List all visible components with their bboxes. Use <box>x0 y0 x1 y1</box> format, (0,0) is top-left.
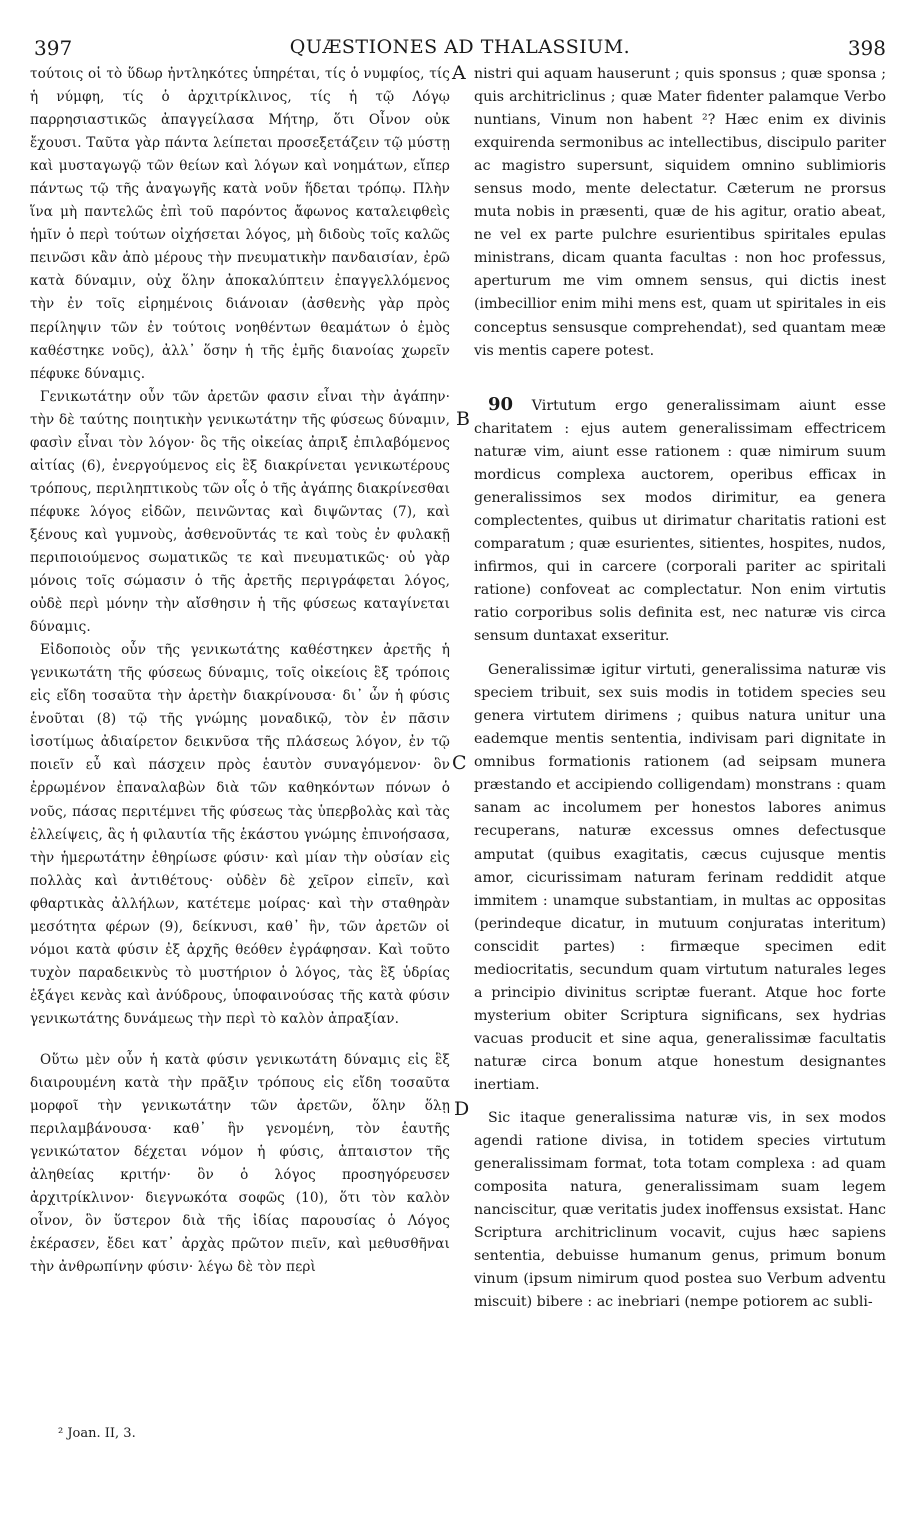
greek-paragraph-3: Εἰδοποιὸς οὖν τῆς γενικωτάτης καθέστηκεν ἀρετῆς ἡ γενικωτάτη τῆς φύσεως δύναμις, τοῖς οἰκείοις ἓξ τρόποις εἰς εἴδη τοσαῦτα τὴν ἀρετὴν διακρίνουσα· δι᾽ ὧν ἡ φύσις ἑνοῦται (8) τῷ τῆς γνώμης μοναδικῷ, τὸν ἐν πᾶσιν ἰσοτίμως ἀδιαίρετον δεικνῦσα τῆς πλάσεως λόγον, ἐν τῷ ποιεῖν εὖ καὶ πάσχειν πρὸς ἑαυτὸν συναγόμενον· ὃν ἐρρωμένον ἐπαναλαβὼν διὰ τῶν καθηκόντων πόνων ὁ νοῦς, πάσας περιτέμνει τῆς φύσεως τὰς ὑπερβολὰς καὶ τὰς ἐλλείψεις, ἃς ἡ φιλαυτία τῆς ἑκάστου γνώμης ἐπινοήσασα, τὴν ἡμερωτάτην ἐθηρίωσε φύσιν· καὶ μίαν τὴν οὐσίαν εἰς πολλὰς καὶ ἀντιθέτους· οὐδὲν δὲ χεῖρον εἰπεῖν, καὶ φθαρτικὰς ἀλλήλων, κατέτεμε μοίρας· καὶ τὴν σταθηρὰν μεσότητα φέρων (9), δείκνυσι, καθ᾽ ἣν, τῶν ἀρετῶν οἱ νόμοι κατὰ φύσιν ἐξ ἀρχῆς θεόθεν ἐγράφησαν. Καὶ τοῦτο τυχὸν παραδεικνὺς τὸ μυστήριον ὁ λόγος, τὰς ἓξ ὑδρίας ἐξάγει κενὰς καὶ ἀνύδρους, ὑποφαινούσας τῆς κατὰ φύσιν γενικωτάτης δυνάμεως τὴν περὶ τὸ καλὸν ἀπραξίαν. <box>30 642 450 1027</box>
latin-column <box>474 63 886 1314</box>
greek-column <box>30 63 450 1279</box>
greek-paragraph-4: Οὕτω μὲν οὖν ἡ κατὰ φύσιν γενικωτάτη δύναμις εἰς ἓξ διαιρουμένη κατὰ τὴν πρᾶξιν τρόπους εἰς εἴδη τοσαῦτα μορφοῖ τὴν γενικωτάτην τῶν ἀρετῶν, ὅλην ὅλῃ περιλαμβάνουσα· καθ᾽ ἣν γενομένη, τὸν ἑαυτῆς γενικώτατον δέχεται νόμον ἡ φύσις, ἀπταιστον τῆς ἀληθείας κριτήν· ὃν ὁ λόγος προσηγόρευσεν ἀρχιτρίκλινον· διεγνωκότα σοφῶς (10), ὅτι τὸν καλὸν οἶνον, ὃν ὕστερον διὰ τῆς ἰδίας παρουσίας ὁ Λόγος ἐκέρασεν, ἔδει κατ᾽ ἀρχὰς πρῶτον πιεῖν, καὶ μεθυσθῆναι τὴν ἀνθρωπίνην φύσιν· λέγω δὲ τὸν περὶ <box>30 1051 450 1276</box>
latin-paragraph-1: nistri qui aquam hauserunt ; quis sponsus ; quæ sponsa ; quis architriclinus ; quæ Mater fidenter palamque Verbo nuntians, Vinum non habent ²? Hæc enim ex divinis exquirenda sermonibus ac intellectibus, discipulo pariter ac magistro supersunt, siquidem omnino sublimioris sensus modo, mente delectatur. Cæterum ne prorsus muta nobis in præsenti, quæ de his agitur, oratio abeat, ne vel ex parte pulchre esurientibus spiritales epulas ministrans, dicam quanta facultas : non hoc professus, aperturum me vim omnem sensus, qui dictis inest (imbecillior enim mihi mens est, quam ut spiritales in eis conceptus sensusque comprehendat), sed quantam meæ vis mentis capere potest. <box>474 66 886 359</box>
latin-paragraph-4: Sic itaque generalissima naturæ vis, in sex modos agendi ratione divisa, in totidem species virtutum generalissimam format, tota totam complexa : ad quam composita natura, generalissimam suam legem nanciscitur, quæ veritatis judex inoffensus exsistat. Hanc Scriptura architriclinum vocavit, cujus hæc sapiens sententia, debuisse humanum genus, primum bonum vinum (ipsum nimirum quod postea suo Verbum adventu miscuit) bibere : ac inebriari (nempe potiorem ac subli- <box>474 1110 886 1311</box>
page-number-left: 397 <box>34 36 73 60</box>
margin-marker-b: B <box>456 408 470 430</box>
latin-paragraph-2-text: Virtutum ergo generalissimam aiunt esse charitatem : ejus autem generalissimam effectricem naturæ vim, aiunt esse rationem : quæ nimirum suum mordicus complexa auctorem, operibus efficax in generalissimos sex modos dirimitur, ea genera complectentes, quibus ut dirimatur charitatis rationi est comparatum ; quæ esurientes, sitientes, hospites, nudos, infirmos, qui in carcere (corporali pariter ac spiritali ratione) confoveat ac complectatur. Non enim virtutis ratio corporibus solis definita est, nec naturæ vis circa sensum duntaxat exseritur. <box>474 397 886 645</box>
greek-paragraph-1: τούτοις οἱ τὸ ὕδωρ ἠντληκότες ὑπηρέται, τίς ὁ νυμφίος, τίς ἡ νύμφη, τίς ὁ ἀρχιτρίκλινος, τίς ἡ τῷ Λόγῳ παρρησιαστικῶς ἀπαγγείλασα Μήτηρ, ὅτι Οἶνον οὐκ ἔχουσι. Ταῦτα γὰρ πάντα λείπεται προσεξετάζειν τῷ μύστῃ καὶ μυσταγωγῷ τῶν θείων καὶ λόγων καὶ νοημάτων, εἴπερ πάντως τῷ τῆς ἀναγωγῆς κατὰ νοῦν ἥδεται τρόπῳ. Πλὴν ἵνα μὴ παντελῶς ἐπὶ τοῦ παρόντος ἄφωνος καταλειφθεὶς ἡμῖν ὁ περὶ τούτων οἰχήσεται λόγος, μὴ διδοὺς τοῖς καλῶς πεινῶσι κἂν ἀπὸ μέρους τὴν πνευματικὴν πανδαισίαν, ἐρῶ κατὰ δύναμιν, οὐχ ὅλην ἀποκαλύπτειν ἐπαγγελλόμενος τὴν ἐν τοῖς εἰρημένοις διάνοιαν (ἀσθενὴς γὰρ πρὸς περίληψιν τῶν ἐν τούτοις νοηθέντων θεαμάτων ὁ ἐμὸς καθέστηκε νοῦς), ἀλλ᾽ ὅσην ἡ τῆς ἐμῆς διανοίας χωρεῖν πέφυκε δύναμις. <box>30 66 450 382</box>
running-title: QUÆSTIONES AD THALASSIUM. <box>289 36 631 58</box>
margin-marker-a: A <box>452 62 466 84</box>
margin-marker-d: D <box>454 1098 470 1120</box>
latin-paragraph-3: Generalissimæ igitur virtuti, generalissima naturæ vis speciem tribuit, sex suis modis in totidem species seu genera virtutem dirimens ; quibus natura unitur una eademque mentis sententia, indivisam pari dignitate in omnibus formationis rationem (ad seipsam munera præstando et accipiendo colligendam) monstrans : quam sanam ac incolumem per honestos labores animus recuperans, naturæ excessus omnes defectusque amputat (quibus exagitatis, cæcus cujusque mentis amor, cicurissimam naturam ferinam reddidit atque immitem : unamque substantiam, in multas ac oppositas (perindeque dicatur, in mutuum conjuratas interitum) conscidit partes) : firmæque specimen edit mediocritatis, secundum quam virtutum naturales leges a principio divinitus scriptæ fuerant. Atque hoc forte mysterium obiter Scriptura significans, sex hydrias vacuas producit et sine aqua, generalissimæ facultatis naturæ circa bonum atque honestum designantes inertiam. <box>474 662 886 1093</box>
margin-marker-c: C <box>452 752 467 774</box>
section-number: 90 <box>488 393 514 415</box>
page-number-right: 398 <box>847 36 886 60</box>
greek-paragraph-2: Γενικωτάτην οὖν τῶν ἀρετῶν φασιν εἶναι τὴν ἀγάπην· τὴν δὲ ταύτης ποιητικὴν γενικωτάτην τῆς φύσεως δύναμιν, φασὶν εἶναι τὸν λόγον· ὃς τῆς οἰκείας ἀπριξ ἐπιλαβόμενος αἰτίας (6), ἐνεργούμενος εἰς ἓξ διακρίνεται γενικωτέρους τρόπους, περιληπτικοὺς τῶν οἷς ὁ τῆς ἀγάπης διακρίνεσθαι πέφυκε λόγος εἰδῶν, πεινῶντας καὶ διψῶντας (7), καὶ ξένους καὶ γυμνοὺς, ἀσθενοῦντάς τε καὶ τοὺς ἐν φυλακῇ περιποιούμενος σωματικῶς τε καὶ πνευματικῶς· οὐ γὰρ μόνοις τοῖς σώμασιν ὁ τῆς ἀρετῆς περιγράφεται λόγος, οὐδὲ περὶ μόνην τὴν αἴσθησιν ἡ τῆς φύσεως καταγίνεται δύναμις. <box>30 388 450 636</box>
footnote: ² Joan. II, 3. <box>58 1426 136 1441</box>
latin-paragraph-2 <box>474 393 886 649</box>
